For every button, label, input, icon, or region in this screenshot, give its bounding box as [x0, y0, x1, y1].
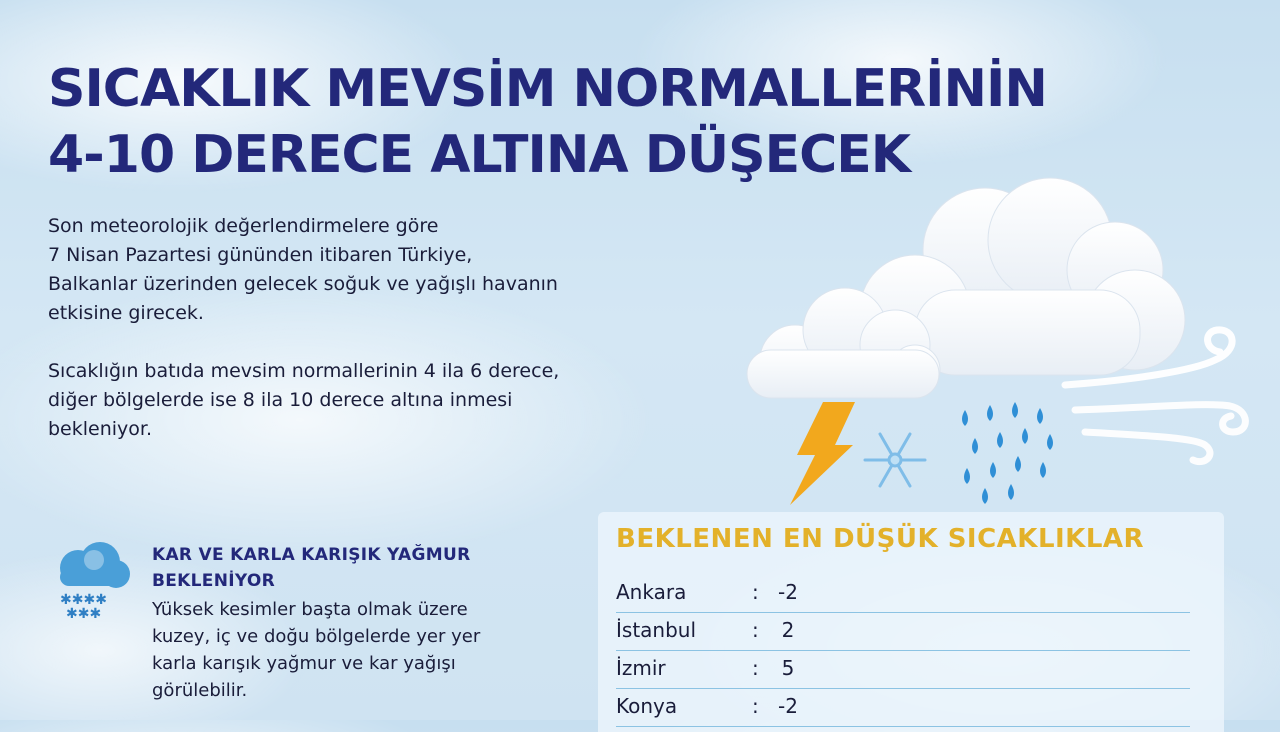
- city-name: İstanbul: [616, 618, 697, 642]
- city-name: Ankara: [616, 580, 687, 604]
- snow-cloud-icon: [48, 540, 132, 624]
- snowflake-icon: [865, 434, 925, 486]
- separator: :: [752, 580, 759, 604]
- intro-paragraph-1: Son meteorolojik değerlendirmelere göre 7 Nisan Pazartesi gününden itibaren Türkiye, Balkanlar üzerinden gelecek soğuk ve yağışlı havanın etkisine girecek.: [48, 215, 558, 324]
- lightning-icon: [790, 402, 855, 505]
- temperature-value: -2: [778, 694, 798, 718]
- separator: :: [752, 694, 759, 718]
- temperature-row-izmir: [616, 650, 1190, 689]
- separator: :: [752, 618, 759, 642]
- city-name: İzmir: [616, 656, 666, 680]
- storm-cloud-icon: [735, 170, 1265, 510]
- storm-illustration: [735, 170, 1265, 514]
- headline: [48, 56, 1047, 188]
- svg-text:✱✱✱✱: ✱✱✱✱: [60, 592, 107, 608]
- svg-text:✱✱✱: ✱✱✱: [66, 606, 102, 622]
- lowest-temperatures-title: BEKLENEN EN DÜŞÜK SICAKLIKLAR: [616, 524, 1145, 554]
- intro-paragraph-2: Sıcaklığın batıda mevsim normallerinin 4 ila 6 derece, diğer bölgelerde ise 8 ila 10 derece altına inmesi bekleniyor.: [48, 360, 560, 440]
- temperature-value: 5: [781, 656, 795, 680]
- temperature-value: -2: [778, 580, 798, 604]
- intro-text: [48, 212, 708, 473]
- city-name: Konya: [616, 694, 678, 718]
- temperature-row-ankara: [616, 574, 1190, 613]
- headline-line-2: 4-10 DERECE ALTINA DÜŞECEK: [48, 125, 911, 185]
- headline-line-1: SICAKLIK MEVSİM NORMALLERİNİN: [48, 59, 1047, 119]
- temperature-value: 2: [781, 618, 795, 642]
- temperature-row-istanbul: [616, 612, 1190, 651]
- temperature-row-konya: [616, 688, 1190, 727]
- lowest-temperatures-panel: [598, 512, 1224, 732]
- snow-warning-title: KAR VE KARLA KARIŞIK YAĞMUR BEKLENİYOR: [152, 545, 471, 591]
- separator: :: [752, 656, 759, 680]
- snow-warning-text: Yüksek kesimler başta olmak üzere kuzey, iç ve doğu bölgelerde yer yer karla karışık yağmur ve kar yağışı görülebilir.: [152, 599, 481, 701]
- rain-drops-icon: [962, 402, 1053, 504]
